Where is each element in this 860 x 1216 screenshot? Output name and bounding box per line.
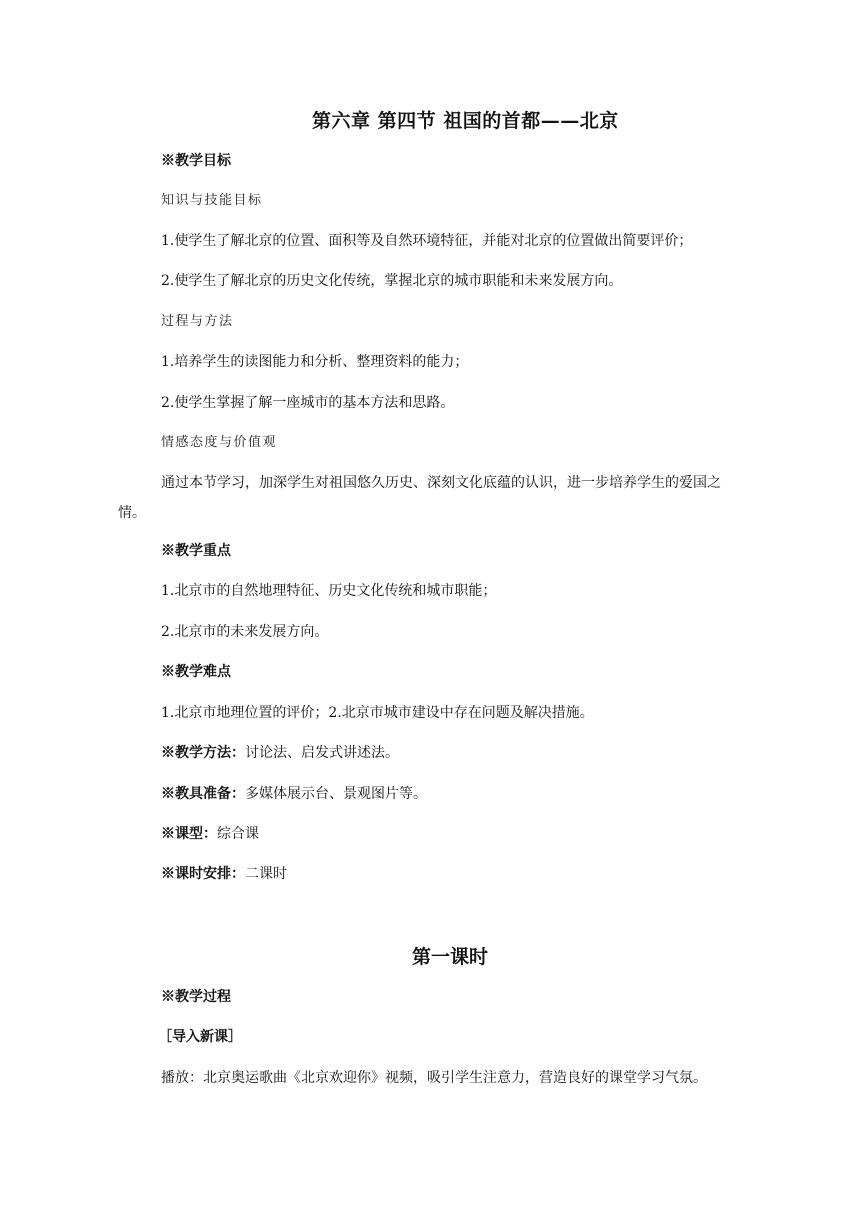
difficult-point-1: 1.北京市地理位置的评价；2.北京市城市建设中存在问题及解决措施。	[161, 705, 594, 721]
method-label: ※教学方法：	[161, 745, 245, 761]
knowledge-item-2: 2.使学生了解北京的历史文化传统，掌握北京的城市职能和未来发展方向。	[161, 273, 623, 289]
page-title: 第六章 第四节 祖国的首都——北京	[312, 110, 619, 132]
emotion-paragraph: 通过本节学习，加深学生对祖国悠久历史、深刻文化底蕴的认识，进一步培养学生的爱国之情。	[118, 475, 721, 521]
type-value: 综合课	[217, 826, 259, 842]
emotion-heading: 情感态度与价值观	[161, 435, 278, 450]
key-point-1: 1.北京市的自然地理特征、历史文化传统和城市职能；	[161, 583, 497, 599]
teaching-process-heading: ※教学过程	[161, 989, 231, 1005]
intro-text: 播放：北京奥运歌曲《北京欢迎你》视频，吸引学生注意力，营造良好的课堂学习气氛。	[161, 1070, 707, 1086]
key-point-2: 2.北京市的未来发展方向。	[161, 624, 329, 640]
type-label: ※课型：	[161, 826, 217, 842]
lesson-schedule	[161, 864, 287, 884]
method-value: 讨论法、启发式讲述法。	[245, 745, 399, 761]
key-points-heading: ※教学重点	[161, 543, 231, 559]
teaching-tools	[161, 784, 427, 804]
lesson-type	[161, 824, 259, 844]
difficult-points-heading: ※教学难点	[161, 664, 231, 680]
teaching-method	[161, 743, 399, 763]
lesson-title: 第一课时	[411, 946, 488, 968]
schedule-value: 二课时	[245, 866, 287, 882]
knowledge-item-1: 1.使学生了解北京的位置、面积等及自然环境特征，并能对北京的位置做出简要评价；	[161, 233, 693, 249]
schedule-label: ※课时安排：	[161, 866, 245, 882]
tools-label: ※教具准备：	[161, 786, 245, 802]
process-item-1: 1.培养学生的读图能力和分析、整理资料的能力；	[161, 354, 469, 370]
tools-value: 多媒体展示台、景观图片等。	[245, 786, 427, 802]
knowledge-heading: 知识与技能目标	[161, 193, 263, 208]
objectives-heading: ※教学目标	[161, 153, 231, 169]
process-item-2: 2.使学生掌握了解一座城市的基本方法和思路。	[161, 395, 455, 411]
process-heading: 过程与方法	[161, 314, 234, 329]
intro-heading: ［导入新课］	[158, 1029, 242, 1045]
